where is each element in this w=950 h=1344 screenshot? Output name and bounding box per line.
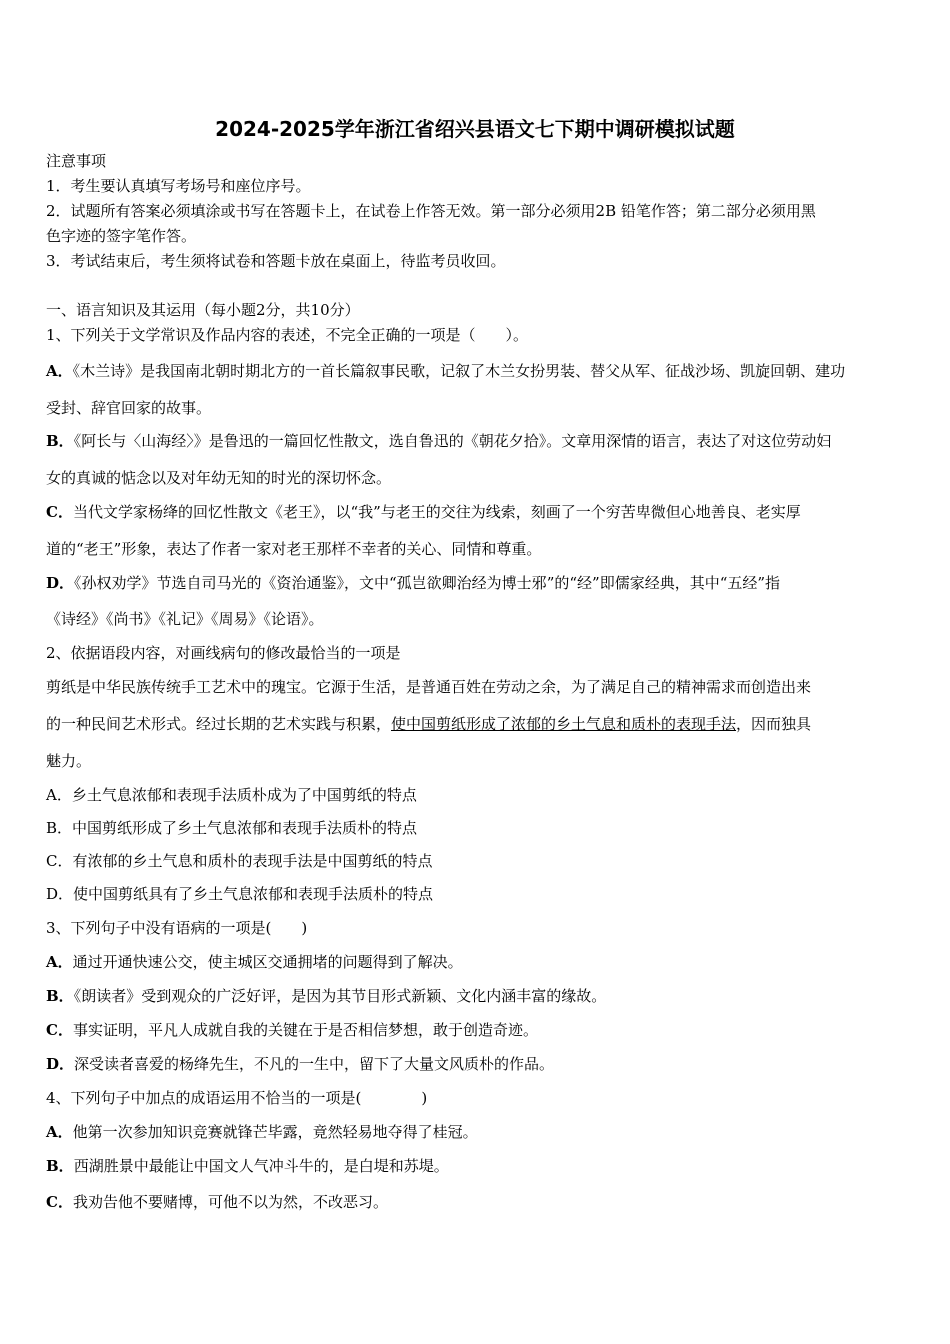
q1-option-c: [46, 502, 801, 522]
q2-underlined-sentence: 使中国剪纸形成了浓郁的乡土气息和质朴的表现手法: [391, 715, 737, 733]
q2-option-c: C．有浓郁的乡土气息和质朴的表现手法是中国剪纸的特点: [46, 852, 433, 870]
q2-paragraph-line-1: 剪纸是中华民族传统手工艺术中的瑰宝。它源于生活，是普通百姓在劳动之余，为了满足自己的精神需求而创造出来: [46, 678, 812, 696]
q3-a-label: A．: [46, 953, 73, 971]
q4-a-text: 他第一次参加知识竞赛就锋芒毕露，竟然轻易地夺得了桂冠。: [72, 1123, 478, 1141]
q1-b-label: B．: [46, 432, 74, 450]
q4-a-label: A．: [46, 1123, 73, 1141]
q3-d-text: 深受读者喜爱的杨绛先生，不凡的一生中，留下了大量文风质朴的作品。: [74, 1055, 555, 1073]
q1-option-c-cont: 道的“老王”形象，表达了作者一家对老王那样不幸者的关心、同情和尊重。: [46, 540, 542, 558]
q4-stem: 4、下列句子中加点的成语运用不恰当的一项是( ): [46, 1089, 428, 1107]
notice-item-3: 3．考试结束后，考生须将试卷和答题卡放在桌面上，待监考员收回。: [46, 252, 506, 270]
q1-option-d-cont: 《诗经》《尚书》《礼记》《周易》《论语》。: [46, 610, 324, 628]
q3-stem: 3、下列句子中没有语病的一项是( ): [46, 919, 308, 937]
q1-a-text: 《木兰诗》是我国南北朝时期北方的一首长篇叙事民歌，记叙了木兰女扮男装、替父从军、征战沙场、凯旋回朝、建功: [72, 362, 846, 380]
q2-paragraph-line-3: 魅力。: [46, 752, 92, 770]
q1-c-label: C．: [46, 503, 73, 521]
q4-c-label: C．: [46, 1193, 73, 1211]
q1-b-text: 《阿长与〈山海经〉》是鲁迅的一篇回忆性散文，选自鲁迅的《朝花夕拾》。文章用深情的语言，表达了对这位劳动妇: [73, 432, 832, 450]
q1-c-text: 当代文学家杨绛的回忆性散文《老王》，以“我”与老王的交往为线索，刻画了一个穷苦卑微但心地善良、老实厚: [72, 503, 801, 521]
notice-heading: 注意事项: [46, 152, 107, 170]
q1-option-d: [46, 573, 780, 593]
q1-option-a-cont: 受封、辞官回家的故事。: [46, 399, 212, 417]
q1-stem: 1、下列关于文学常识及作品内容的表述，不完全正确的一项是（ ）。: [46, 326, 529, 344]
q3-option-b: [46, 986, 606, 1006]
q2-option-b: B．中国剪纸形成了乡土气息浓郁和表现手法质朴的特点: [46, 819, 418, 837]
q2-paragraph-line-2: [46, 714, 811, 734]
q4-c-text: 我劝告他不要赌博，可他不以为然，不改恶习。: [72, 1193, 388, 1211]
q3-b-label: B．: [46, 987, 74, 1005]
q3-c-label: C．: [46, 1021, 73, 1039]
q1-option-b: [46, 431, 831, 451]
q3-b-text: 《朗读者》受到观众的广泛好评，是因为其节目形式新颖、文化内涵丰富的缘故。: [73, 987, 607, 1005]
q3-a-text: 通过开通快速公交，使主城区交通拥堵的问题得到了解决。: [72, 953, 463, 971]
q1-d-label: D．: [46, 574, 75, 592]
q4-option-a: [46, 1122, 478, 1142]
q4-b-label: B．: [46, 1157, 74, 1175]
q1-a-label: A．: [46, 362, 73, 380]
notice-item-2-cont: 色字迹的签字笔作答。: [46, 227, 197, 245]
q2-option-d: D．使中国剪纸具有了乡土气息浓郁和表现手法质朴的特点: [46, 885, 434, 903]
q3-option-d: [46, 1054, 554, 1074]
section-heading: 一、语言知识及其运用（每小题2分，共10分）: [46, 301, 360, 319]
q1-option-b-cont: 女的真诚的惦念以及对年幼无知的时光的深切怀念。: [46, 469, 392, 487]
q4-option-c: [46, 1192, 388, 1212]
q3-option-a: [46, 952, 463, 972]
q2-option-a: A．乡土气息浓郁和表现手法质朴成为了中国剪纸的特点: [46, 786, 417, 804]
notice-item-1: 1．考生要认真填写考场号和座位序号。: [46, 177, 311, 195]
q4-b-text: 西湖胜景中最能让中国文人气冲斗牛的，是白堤和苏堤。: [73, 1157, 449, 1175]
notice-item-2: 2．试题所有答案必须填涂或书写在答题卡上，在试卷上作答无效。第一部分必须用2B 铅笔作答；第二部分必须用黑: [46, 202, 816, 220]
q3-c-text: 事实证明，平凡人成就自我的关键在于是否相信梦想，敢于创造奇迹。: [72, 1021, 538, 1039]
q1-option-a: [46, 361, 845, 381]
q3-d-label: D．: [46, 1055, 75, 1073]
q4-option-b: [46, 1156, 449, 1176]
page-title: 2024-2025学年浙江省绍兴县语文七下期中调研模拟试题: [215, 117, 735, 141]
q3-option-c: [46, 1020, 538, 1040]
q2-para-text-a: 的一种民间艺术形式。经过长期的艺术实践与积累，: [46, 715, 392, 733]
q1-d-text: 《孙权劝学》节选自司马光的《资治通鉴》，文中“孤岂欲卿治经为博士邪”的“经”即儒家经典，其中“五经”指: [74, 574, 781, 592]
q2-para-text-b: ，因而独具: [736, 715, 812, 733]
q2-stem: 2、依据语段内容，对画线病句的修改最恰当的一项是: [46, 644, 401, 662]
